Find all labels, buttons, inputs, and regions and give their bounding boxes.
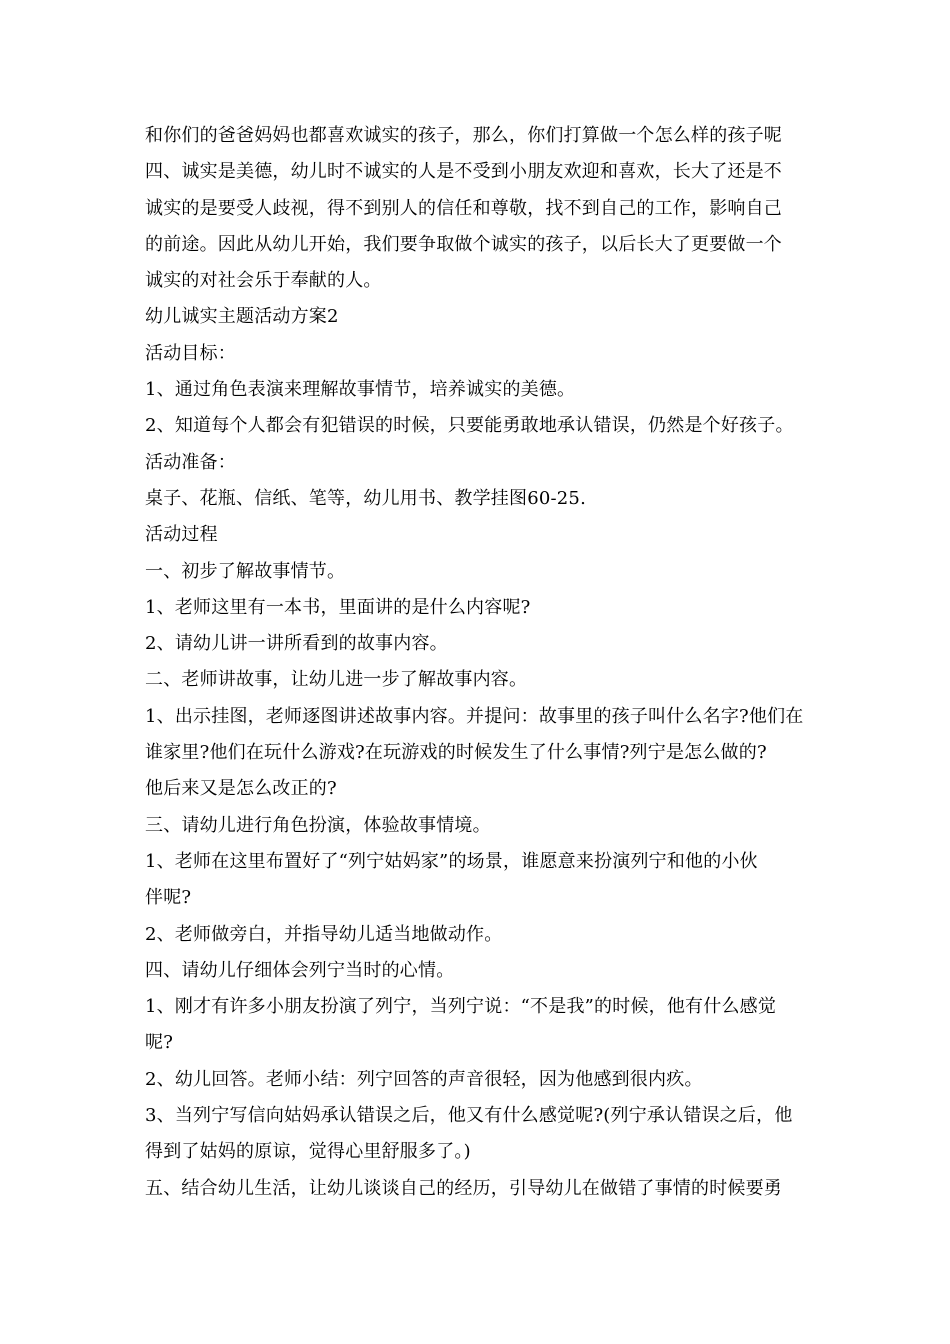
subheading: 活动准备： xyxy=(145,451,236,473)
text-line: 五、结合幼儿生活，让幼儿谈谈自己的经历，引导幼儿在做错了事情的时候要勇 xyxy=(145,1177,782,1199)
text-line: 1、老师在这里布置好了“列宁姑妈家”的场景，谁愿意来扮演列宁和他的小伙 xyxy=(145,850,758,872)
text-line: 得到了姑妈的原谅，觉得心里舒服多了。) xyxy=(145,1141,471,1163)
document-body xyxy=(145,118,810,1207)
text-line: 四、诚实是美德，幼儿时不诚实的人是不受到小朋友欢迎和喜欢，长大了还是不 xyxy=(145,161,782,183)
text-line: 桌子、花瓶、信纸、笔等，幼儿用书、教学挂图60-25. xyxy=(145,487,587,509)
text-line: 伴呢? xyxy=(145,887,192,909)
text-line: 1、老师这里有一本书，里面讲的是什么内容呢? xyxy=(145,596,531,618)
text-line: 1、出示挂图，老师逐图讲述故事内容。并提问：故事里的孩子叫什么名字?他们在 xyxy=(145,705,804,727)
text-line: 2、知道每个人都会有犯错误的时候，只要能勇敢地承认错误，仍然是个好孩子。 xyxy=(145,415,794,437)
subheading: 活动目标： xyxy=(145,342,236,364)
text-line: 谁家里?他们在玩什么游戏?在玩游戏的时候发生了什么事情?列宁是怎么做的? xyxy=(145,742,767,764)
text-line: 2、老师做旁白，并指导幼儿适当地做动作。 xyxy=(145,923,503,945)
text-line: 和你们的爸爸妈妈也都喜欢诚实的孩子，那么，你们打算做一个怎么样的孩子呢 xyxy=(145,125,782,146)
subheading: 活动过程 xyxy=(145,524,218,546)
text-line: 2、幼儿回答。老师小结：列宁回答的声音很轻，因为他感到很内疚。 xyxy=(145,1068,703,1090)
text-line: 呢? xyxy=(145,1032,174,1054)
text-line: 2、请幼儿讲一讲所看到的故事内容。 xyxy=(145,633,448,655)
text-line: 他后来又是怎么改正的? xyxy=(145,778,337,800)
text-line: 诚实的对社会乐于奉献的人。 xyxy=(145,270,382,292)
text-line: 四、请幼儿仔细体会列宁当时的心情。 xyxy=(145,959,455,981)
text-line: 1、刚才有许多小朋友扮演了列宁，当列宁说：“不是我”的时候，他有什么感觉 xyxy=(145,996,777,1018)
text-line: 3、当列宁写信向姑妈承认错误之后，他又有什么感觉呢?(列宁承认错误之后，他 xyxy=(145,1105,793,1127)
text-line: 二、老师讲故事，让幼儿进一步了解故事内容。 xyxy=(145,669,528,691)
text-line: 1、通过角色表演来理解故事情节，培养诚实的美德。 xyxy=(145,379,576,401)
text-line: 三、请幼儿进行角色扮演，体验故事情境。 xyxy=(145,814,491,836)
text-line: 诚实的是要受人歧视，得不到别人的信任和尊敬，找不到自己的工作，影响自己 xyxy=(145,197,782,219)
section-title: 幼儿诚实主题活动方案2 xyxy=(145,306,339,328)
text-line: 一、初步了解故事情节。 xyxy=(145,560,346,582)
text-line: 的前途。因此从幼儿开始，我们要争取做个诚实的孩子，以后长大了更要做一个 xyxy=(145,233,782,255)
